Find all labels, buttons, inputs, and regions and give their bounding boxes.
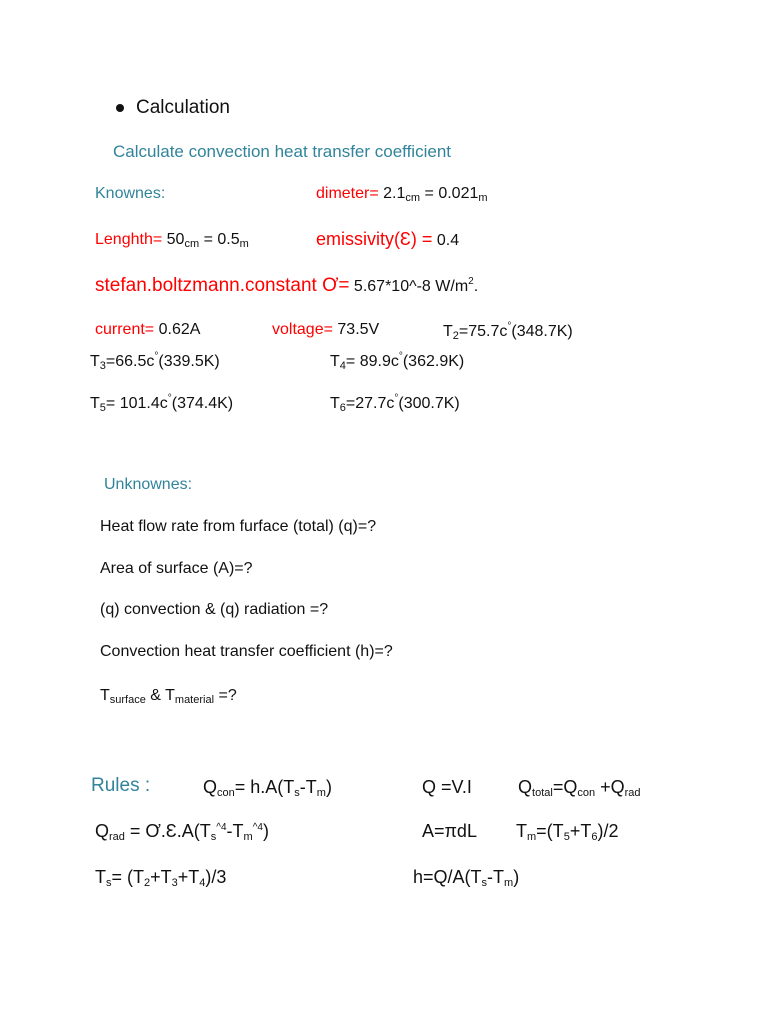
qcon-d: ) [325, 777, 332, 797]
qrad-d: ) [262, 821, 269, 841]
t6-deg: ° [394, 393, 399, 404]
qrad-p2: ^4 [252, 822, 263, 833]
current-label: current= [95, 321, 155, 338]
emissivity-line [316, 229, 459, 250]
ts-s1: s [106, 877, 112, 889]
qtotal-a: Q [518, 777, 533, 797]
dimeter-unit-cm: cm [405, 192, 421, 204]
t5-sub: 5 [99, 402, 106, 414]
dimeter-line [316, 185, 488, 204]
qrad-c: -T [226, 821, 244, 841]
t5-kelvin: (374.4K) [171, 395, 234, 412]
t4-sub: 4 [339, 360, 346, 372]
ts-s4: 4 [199, 877, 206, 889]
qrad-a: Q [95, 821, 110, 841]
t6-val: =27.7c [345, 395, 395, 412]
h-s2: m [504, 877, 514, 889]
t6-line [330, 393, 460, 414]
t4-deg: ° [398, 351, 403, 362]
qtotal-s3: rad [624, 787, 641, 799]
dimeter-eq: = 0.021 [424, 185, 479, 202]
qcon-c: -T [299, 777, 317, 797]
qrad-b: = Ơ.Ɛ.A(T [124, 821, 211, 841]
stefan-sup: 2 [468, 276, 474, 287]
t-material-name: & T [145, 687, 175, 704]
t-line-end: =? [214, 687, 237, 704]
heading: Calculation [136, 97, 230, 118]
qcon-s2: s [294, 787, 300, 799]
t2-line [443, 321, 573, 342]
qcon-s3: m [316, 787, 326, 799]
qtotal-b: =Q [552, 777, 578, 797]
h-c: ) [513, 867, 520, 887]
dimeter-label: dimeter= [316, 185, 379, 202]
tm-s3: 6 [591, 831, 598, 843]
t-surface-sub: surface [109, 694, 146, 706]
t3-line [90, 351, 220, 372]
t3-sub: 3 [99, 360, 106, 372]
tm-s1: m [527, 831, 537, 843]
length-value: 50 [166, 231, 185, 248]
subheading: Calculate convection heat transfer coefficient [113, 142, 451, 161]
length-unit-m: m [239, 238, 249, 250]
knowns-label: Knownes: [95, 185, 166, 202]
t6-kelvin: (300.7K) [398, 395, 460, 412]
dimeter-unit-m: m [478, 192, 488, 204]
current-value: 0.62A [158, 321, 201, 338]
t3-name: T [90, 353, 100, 370]
t2-kelvin: (348.7K) [511, 323, 573, 340]
t-material-sub: material [174, 694, 215, 706]
qrad-s2: s [210, 831, 217, 843]
rule-qtotal [518, 777, 641, 799]
rule-qvi: Q =V.I [422, 777, 472, 797]
ts-e: )/3 [205, 867, 227, 887]
length-unit-cm: cm [184, 238, 200, 250]
t4-name: T [330, 353, 340, 370]
tm-s2: 5 [563, 831, 570, 843]
qtotal-c: +Q [595, 777, 625, 797]
t2-name: T [443, 323, 453, 340]
t2-sub: 2 [452, 330, 459, 342]
rule-area: A=πdL [422, 821, 477, 841]
voltage-value: 73.5V [337, 321, 380, 338]
h-b: -T [487, 867, 505, 887]
t2-val: =75.7c [458, 323, 508, 340]
t4-line [330, 351, 464, 372]
current-line [95, 321, 200, 339]
qcon-b: = h.A(T [234, 777, 295, 797]
t3-kelvin: (339.5K) [158, 353, 220, 370]
t4-val: = 89.9c [345, 353, 399, 370]
rules-label: Rules : [91, 775, 151, 796]
length-line [95, 231, 249, 250]
voltage-line [272, 321, 379, 339]
stefan-value: 5.67*10^-8 W/m [353, 278, 469, 295]
h-s1: s [481, 877, 488, 889]
length-label: Lenghth= [95, 231, 163, 248]
qtotal-s1: total [532, 787, 553, 799]
stefan-line [95, 275, 478, 297]
t5-name: T [90, 395, 100, 412]
qcon-a: Q [203, 777, 218, 797]
qtotal-s2: con [577, 787, 596, 799]
tm-b: =(T [536, 821, 564, 841]
unknown-item: Convection heat transfer coefficient (h)=? [100, 643, 393, 660]
tm-d: )/2 [597, 821, 619, 841]
ts-s2: 2 [144, 877, 151, 889]
t5-line [90, 393, 233, 414]
qrad-s3: m [243, 831, 253, 843]
stefan-end: . [473, 278, 479, 295]
rule-tm [516, 821, 618, 843]
rule-qcon [203, 777, 332, 799]
dimeter-value: 2.1 [383, 185, 406, 202]
t5-val: = 101.4c [105, 395, 168, 412]
emissivity-value: 0.4 [436, 232, 460, 249]
rule-h [413, 867, 519, 889]
t-surface-name: T [100, 687, 110, 704]
length-eq: = 0.5 [203, 231, 240, 248]
voltage-label: voltage= [272, 321, 333, 338]
t2-deg: ° [507, 321, 512, 332]
ts-a: T [95, 867, 106, 887]
t3-deg: ° [154, 351, 159, 362]
ts-d: +T [177, 867, 200, 887]
unknowns-label: Unknownes: [104, 476, 193, 493]
t6-sub: 6 [339, 402, 346, 414]
unknown-item: Heat flow rate from furface (total) (q)=? [100, 518, 377, 535]
emissivity-label: emissivity(Ɛ) = [316, 229, 433, 249]
qcon-s1: con [217, 787, 235, 799]
qrad-p1: ^4 [216, 822, 227, 833]
unknown-item-temperatures [100, 687, 237, 706]
tm-c: +T [569, 821, 592, 841]
bullet-icon [116, 104, 124, 112]
t6-name: T [330, 395, 340, 412]
rule-ts [95, 867, 226, 889]
qrad-s1: rad [109, 831, 125, 843]
stefan-label: stefan.boltzmann.constant Ơ= [95, 275, 350, 296]
unknown-item: Area of surface (A)=? [100, 560, 253, 577]
t3-val: =66.5c [105, 353, 155, 370]
t4-kelvin: (362.9K) [402, 353, 465, 370]
unknown-item: (q) convection & (q) radiation =? [100, 601, 329, 618]
t5-deg: ° [167, 393, 172, 404]
rule-qrad [95, 821, 269, 843]
h-a: h=Q/A(T [413, 867, 482, 887]
ts-b: = (T [111, 867, 145, 887]
ts-c: +T [150, 867, 172, 887]
tm-a: T [516, 821, 527, 841]
ts-s3: 3 [171, 877, 178, 889]
